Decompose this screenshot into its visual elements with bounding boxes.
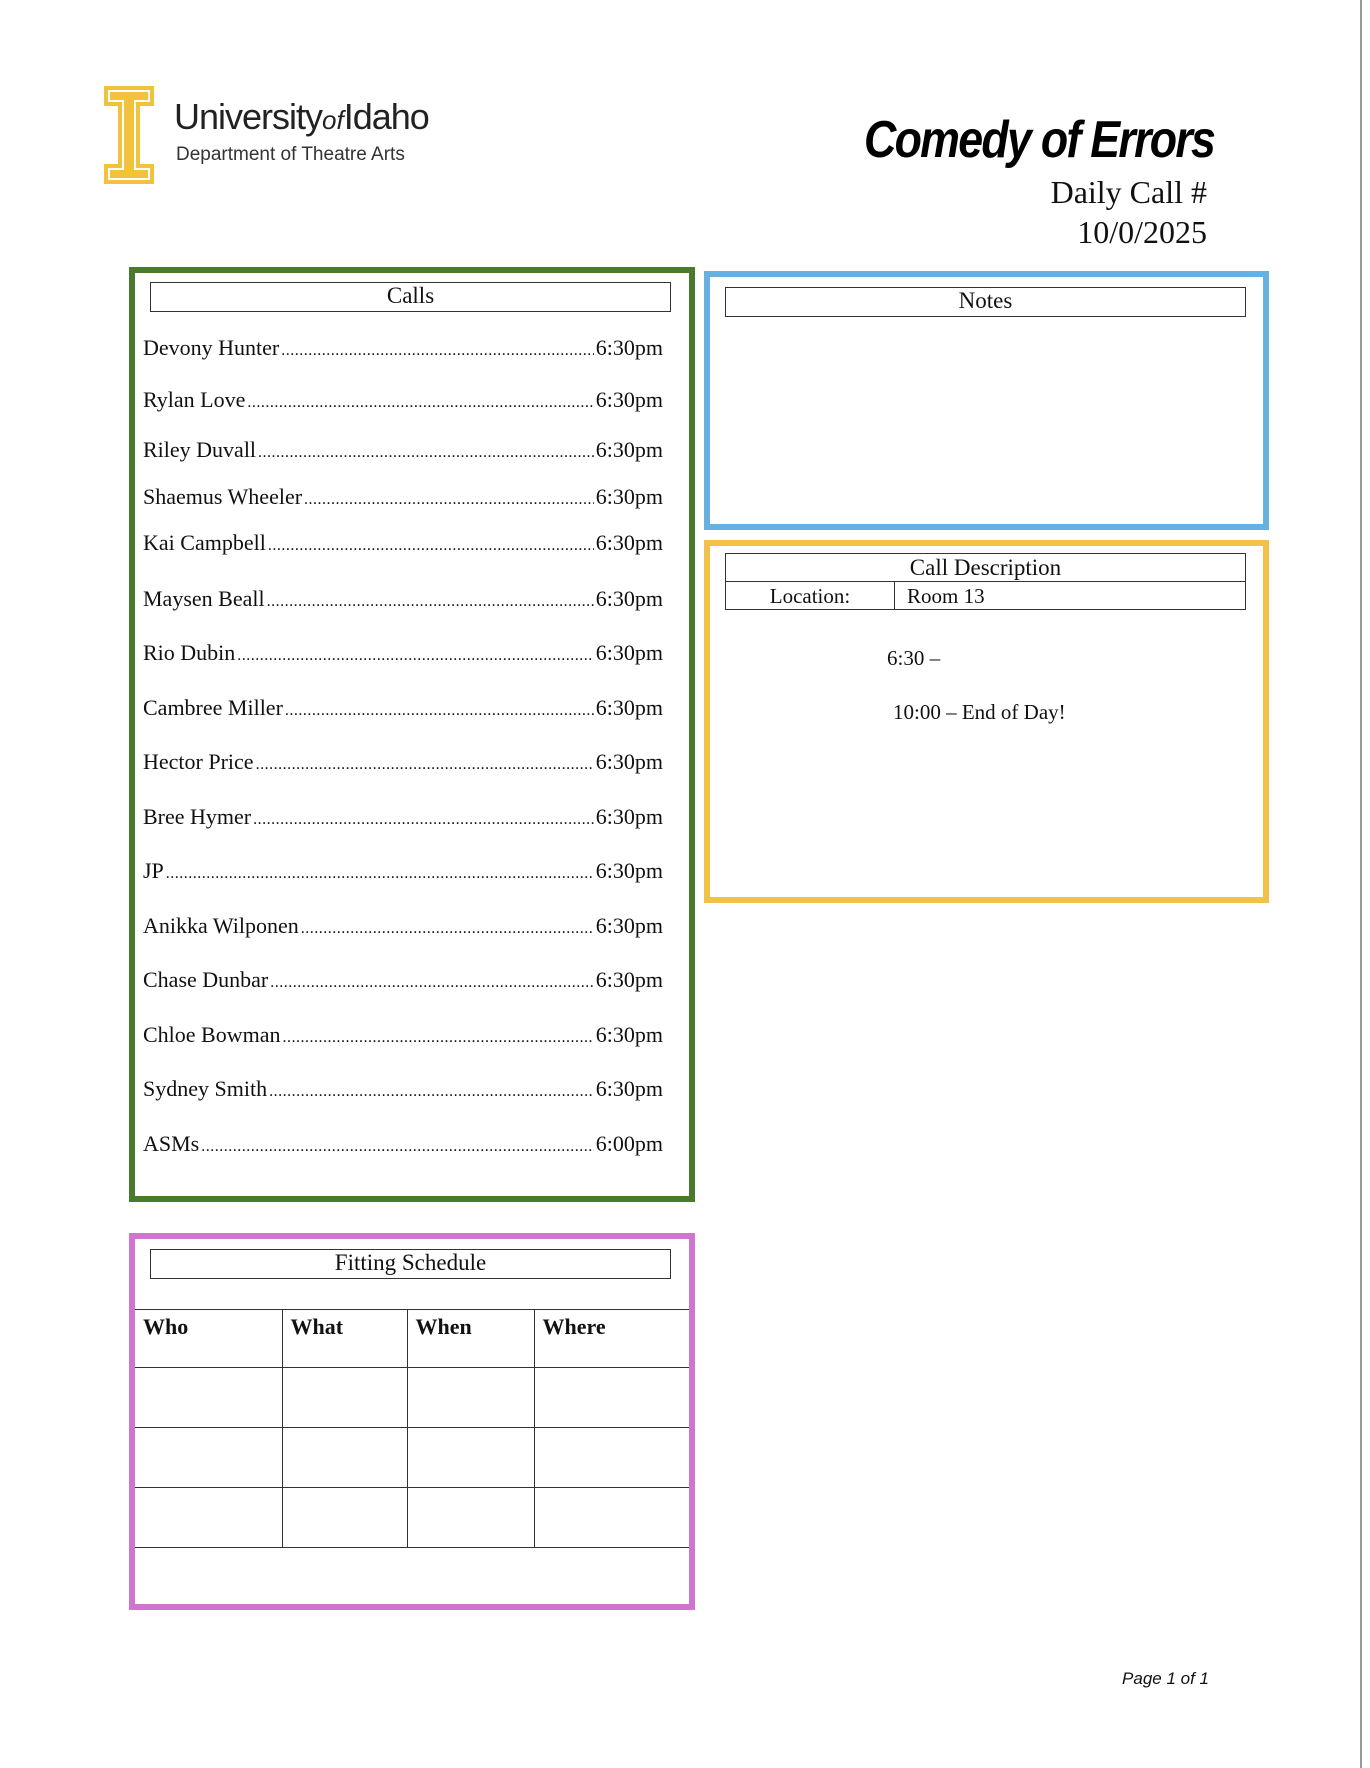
table-cell xyxy=(282,1428,407,1488)
call-row xyxy=(143,387,663,417)
dot-leader xyxy=(267,593,594,611)
table-cell xyxy=(534,1368,689,1428)
table-cell xyxy=(407,1428,534,1488)
page-edge-line xyxy=(1360,0,1362,1768)
call-time: 6:30pm xyxy=(595,586,663,611)
notes-panel xyxy=(704,271,1269,530)
call-row xyxy=(143,1131,663,1161)
call-time: 6:30pm xyxy=(595,1022,663,1047)
call-name: Rio Dubin xyxy=(143,640,236,665)
call-row xyxy=(143,913,663,943)
call-time: 6:30pm xyxy=(595,749,663,774)
table-cell xyxy=(407,1488,534,1548)
dot-leader xyxy=(268,537,594,555)
column-header-where: Where xyxy=(534,1310,689,1368)
call-row xyxy=(143,967,663,997)
table-cell xyxy=(282,1368,407,1428)
university-name-end: Idaho xyxy=(343,96,429,137)
table-cell xyxy=(135,1368,282,1428)
notes-heading: Notes xyxy=(725,287,1246,317)
calls-panel xyxy=(129,267,695,1202)
dot-leader xyxy=(247,394,593,412)
page-number: Page 1 of 1 xyxy=(1122,1669,1209,1688)
call-description-table xyxy=(725,553,1246,610)
call-name: Chloe Bowman xyxy=(143,1022,281,1047)
column-header-who: Who xyxy=(135,1310,282,1368)
table-row xyxy=(135,1428,689,1488)
call-time: 6:30pm xyxy=(595,804,663,829)
call-name: JP xyxy=(143,858,164,883)
location-value: Room 13 xyxy=(895,582,1246,610)
call-time: 6:30pm xyxy=(595,387,663,412)
call-name: Sydney Smith xyxy=(143,1076,268,1101)
call-name: Rylan Love xyxy=(143,387,246,412)
table-cell xyxy=(534,1488,689,1548)
call-description-heading: Call Description xyxy=(726,554,1246,582)
call-time: 6:30pm xyxy=(595,530,663,555)
dot-leader xyxy=(253,811,594,829)
fitting-schedule-panel xyxy=(129,1233,695,1610)
call-time: 6:30pm xyxy=(595,858,663,883)
dot-leader xyxy=(166,865,594,883)
call-row xyxy=(143,858,663,888)
call-time: 6:30pm xyxy=(595,335,663,360)
call-time: 6:30pm xyxy=(595,1076,663,1101)
call-name: Shaemus Wheeler xyxy=(143,484,303,509)
call-row xyxy=(143,484,663,514)
schedule-end: 10:00 – End of Day! xyxy=(893,700,1066,724)
call-name: ASMs xyxy=(143,1131,200,1156)
dot-leader xyxy=(269,1083,594,1101)
call-row xyxy=(143,530,663,560)
call-row xyxy=(143,804,663,834)
call-name: Hector Price xyxy=(143,749,254,774)
university-name-main: University xyxy=(174,96,323,137)
column-header-when: When xyxy=(407,1310,534,1368)
university-name-of: of xyxy=(322,105,344,135)
show-title: Comedy of Errors xyxy=(863,111,1214,169)
schedule-start: 6:30 – xyxy=(887,646,941,670)
fitting-schedule-heading: Fitting Schedule xyxy=(150,1249,671,1279)
table-cell xyxy=(135,1428,282,1488)
location-label: Location: xyxy=(726,582,895,610)
column-header-what: What xyxy=(282,1310,407,1368)
dot-leader xyxy=(201,1138,594,1156)
call-row xyxy=(143,335,663,365)
call-time: 6:00pm xyxy=(595,1131,663,1156)
call-time: 6:30pm xyxy=(595,484,663,509)
call-name: Bree Hymer xyxy=(143,804,252,829)
call-row xyxy=(143,1022,663,1052)
call-row xyxy=(143,749,663,779)
dot-leader xyxy=(258,444,594,462)
call-row xyxy=(143,695,663,725)
daily-call-number: Daily Call # xyxy=(1050,174,1207,210)
dot-leader xyxy=(285,702,594,720)
call-name: Kai Campbell xyxy=(143,530,266,555)
call-date: 10/0/2025 xyxy=(1077,214,1207,250)
table-cell xyxy=(534,1428,689,1488)
call-time: 6:30pm xyxy=(595,640,663,665)
call-name: Devony Hunter xyxy=(143,335,280,360)
call-description-panel xyxy=(704,540,1269,903)
call-row xyxy=(143,437,663,467)
university-logo xyxy=(102,84,522,188)
table-cell xyxy=(407,1368,534,1428)
university-name xyxy=(174,96,429,138)
dot-leader xyxy=(301,920,594,938)
call-name: Chase Dunbar xyxy=(143,967,269,992)
call-time: 6:30pm xyxy=(595,967,663,992)
call-time: 6:30pm xyxy=(595,695,663,720)
call-name: Riley Duvall xyxy=(143,437,257,462)
table-row xyxy=(135,1488,689,1548)
call-name: Anikka Wilponen xyxy=(143,913,299,938)
call-time: 6:30pm xyxy=(595,913,663,938)
dot-leader xyxy=(283,1029,594,1047)
dot-leader xyxy=(256,756,594,774)
call-row xyxy=(143,640,663,670)
table-cell xyxy=(135,1488,282,1548)
fitting-header-row xyxy=(135,1310,689,1368)
call-name: Cambree Miller xyxy=(143,695,283,720)
university-i-logo-icon xyxy=(102,84,156,186)
dot-leader xyxy=(304,491,594,509)
calls-heading: Calls xyxy=(150,282,671,312)
table-row xyxy=(135,1368,689,1428)
dot-leader xyxy=(281,342,594,360)
call-name: Maysen Beall xyxy=(143,586,265,611)
dot-leader xyxy=(237,647,593,665)
call-row xyxy=(143,1076,663,1106)
department-name: Department of Theatre Arts xyxy=(176,144,405,165)
call-row xyxy=(143,586,663,616)
fitting-schedule-table xyxy=(135,1309,689,1548)
call-time: 6:30pm xyxy=(595,437,663,462)
table-cell xyxy=(282,1488,407,1548)
dot-leader xyxy=(270,974,594,992)
